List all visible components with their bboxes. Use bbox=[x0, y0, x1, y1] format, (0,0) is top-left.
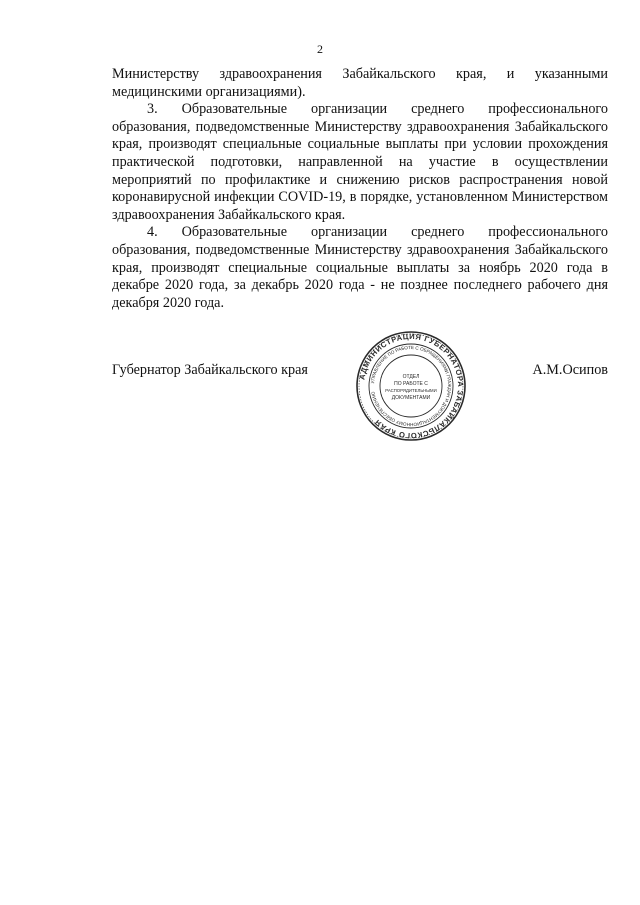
document-body bbox=[112, 66, 608, 312]
seal-outer-text: АДМИНИСТРАЦИЯ ГУБЕРНАТОРА ЗАБАЙКАЛЬСКОГО КРАЯ bbox=[357, 331, 466, 441]
seal-center-line: РАСПОРЯДИТЕЛЬНЫМИ bbox=[385, 388, 437, 393]
seal-center-line: ОТДЕЛ bbox=[402, 374, 420, 380]
paragraph-item-3: 3. Образовательные организации среднего профессионального образования, подведомственные Министерству здравоохранения Забайкальского края, производят специальные социальные выплаты при условии прохождения практической подготовки, направленной на участие в осуществлении мероприятий по профилактике и снижению рисков распространения новой коронавирусной инфекции COVID-19, в порядке, установленном Министерством здравоохранения Забайкальского края. bbox=[112, 101, 608, 223]
paragraph-continuation: Министерству здравоохранения Забайкальского края, и указанными медицинскими организациями). bbox=[112, 66, 608, 100]
seal-center-line: ПО РАБОТЕ С bbox=[394, 381, 428, 387]
signatory-title: Губернатор Забайкальского края bbox=[112, 362, 308, 378]
official-seal-icon bbox=[355, 330, 467, 442]
page-number: 2 bbox=[317, 42, 323, 56]
signatory-name: А.М.Осипов bbox=[532, 362, 608, 378]
signature-block bbox=[112, 331, 608, 450]
paragraph-item-4: 4. Образовательные организации среднего профессионального образования, подведомственные Министерству здравоохранения Забайкальского края, производят специальные социальные выплаты за ноябрь 2020 года в декабре 2020 года, за декабрь 2020 года - не позднее последнего рабочего дня декабря 2020 года. bbox=[112, 224, 608, 311]
seal-center-line: ДОКУМЕНТАМИ bbox=[391, 395, 431, 401]
seal-inner-text: УПРАВЛЕНИЕ ПО РАБОТЕ С ОБРАЩЕНИЯМИ ГРАЖДАН И ДОКУМЕНТАЦИОННОМУ ОБЕСПЕЧЕНИЮ bbox=[370, 344, 453, 428]
